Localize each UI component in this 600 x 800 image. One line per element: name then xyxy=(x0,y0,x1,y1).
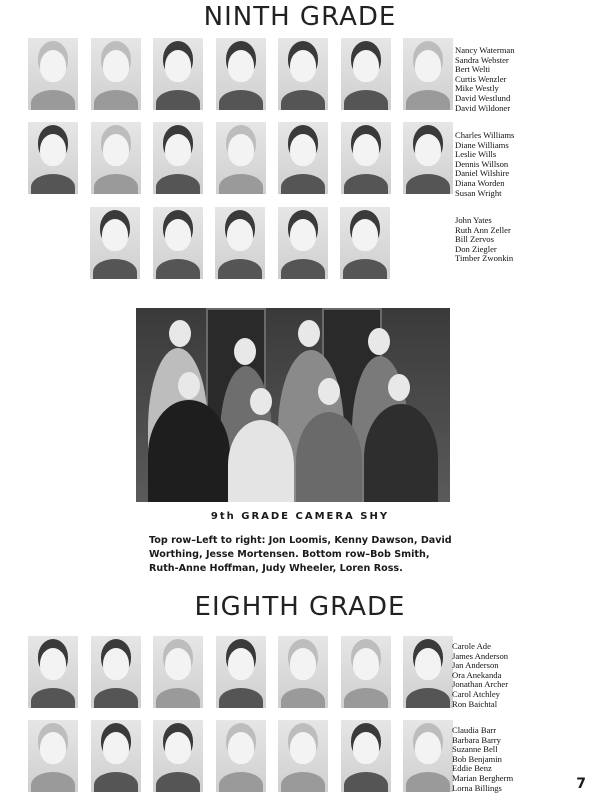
student-name: David Wildoner xyxy=(455,102,511,113)
student-photo xyxy=(28,38,78,110)
student-photo xyxy=(341,720,391,792)
student-photo xyxy=(340,207,390,279)
student-name: Eddie Benz xyxy=(452,763,492,774)
student-name: Ruth Ann Zeller xyxy=(455,224,511,235)
student-photo xyxy=(278,38,328,110)
student-name: Dennis Willson xyxy=(455,158,509,169)
student-photo xyxy=(153,207,203,279)
student-photo xyxy=(341,38,391,110)
student-name: Bob Benjamin xyxy=(452,753,502,764)
student-photo xyxy=(216,720,266,792)
student-name: Curtis Wenzler xyxy=(455,73,507,84)
camera-shy-caption: Top row–Left to right: Jon Loomis, Kenny Dawson, David Worthing, Jesse Mortensen. Bottom row–Bob Smith, Ruth-Anne Hoffman, Judy Wheeler, Loren Ross. xyxy=(149,535,452,574)
page-number: 7 xyxy=(576,776,586,792)
student-name: Leslie Wills xyxy=(455,149,497,160)
student-name: Diana Worden xyxy=(455,177,505,188)
ninth-grade-heading: NINTH GRADE xyxy=(203,2,397,32)
student-name: Claudia Barr xyxy=(452,725,497,735)
student-photo xyxy=(153,122,203,194)
student-name: Sandra Webster xyxy=(455,54,509,65)
eighth-row-1-names xyxy=(452,642,508,709)
student-name: Mike Westly xyxy=(455,83,499,94)
eighth-row-2-names xyxy=(452,726,513,793)
student-name: Charles Williams xyxy=(455,130,515,140)
camera-shy-group-photo xyxy=(136,308,450,502)
student-photo xyxy=(91,38,141,110)
student-name: James Anderson xyxy=(452,650,509,661)
student-name: Carole Ade xyxy=(452,641,491,651)
student-photo xyxy=(216,636,266,708)
student-name: Timber Zwonkin xyxy=(455,253,514,264)
student-photo xyxy=(28,636,78,708)
student-photo xyxy=(278,636,328,708)
ninth-row-1-photos xyxy=(28,38,466,110)
student-name: Bill Zervos xyxy=(455,234,494,245)
student-photo xyxy=(403,38,453,110)
student-name: Diane Williams xyxy=(455,139,509,150)
student-photo xyxy=(278,207,328,279)
eighth-row-2-photos xyxy=(28,720,466,792)
ninth-row-3-names xyxy=(455,216,513,264)
student-name: Lorna Billings xyxy=(452,782,502,793)
student-photo xyxy=(216,122,266,194)
student-photo xyxy=(341,122,391,194)
student-name: Ron Baichtal xyxy=(452,698,498,709)
eighth-grade-heading: EIGHTH GRADE xyxy=(194,592,406,622)
student-name: John Yates xyxy=(455,215,492,225)
student-name: Bert Welti xyxy=(455,64,491,75)
student-photo xyxy=(91,636,141,708)
student-photo xyxy=(91,122,141,194)
student-photo xyxy=(278,720,328,792)
student-name: Barbara Barry xyxy=(452,734,501,745)
student-photo xyxy=(28,122,78,194)
student-photo xyxy=(28,720,78,792)
student-photo xyxy=(278,122,328,194)
student-name: Carol Atchley xyxy=(452,688,500,699)
ninth-row-3-photos xyxy=(90,207,403,279)
student-name: Nancy Waterman xyxy=(455,45,515,55)
student-name: David Westlund xyxy=(455,92,511,103)
eighth-row-1-photos xyxy=(28,636,466,708)
student-photo xyxy=(153,720,203,792)
student-name: Suzanne Bell xyxy=(452,744,498,755)
student-name: Susan Wright xyxy=(455,187,502,198)
student-photo xyxy=(215,207,265,279)
ninth-row-2-photos xyxy=(28,122,466,194)
student-photo xyxy=(90,207,140,279)
student-photo xyxy=(153,636,203,708)
ninth-row-2-names xyxy=(455,131,514,198)
student-name: Jonathan Archer xyxy=(452,679,509,690)
student-photo xyxy=(403,122,453,194)
student-photo xyxy=(403,636,453,708)
student-name: Marian Bergherm xyxy=(452,772,514,783)
camera-shy-title: 9th GRADE CAMERA SHY xyxy=(210,511,390,522)
student-photo xyxy=(153,38,203,110)
student-photo xyxy=(403,720,453,792)
student-name: Ora Anekanda xyxy=(452,669,502,680)
student-photo xyxy=(216,38,266,110)
student-name: Daniel Wilshire xyxy=(455,168,510,179)
student-name: Jan Anderson xyxy=(452,660,499,671)
student-name: Don Ziegler xyxy=(455,243,497,254)
student-photo xyxy=(341,636,391,708)
ninth-row-1-names xyxy=(455,46,515,113)
student-photo xyxy=(91,720,141,792)
